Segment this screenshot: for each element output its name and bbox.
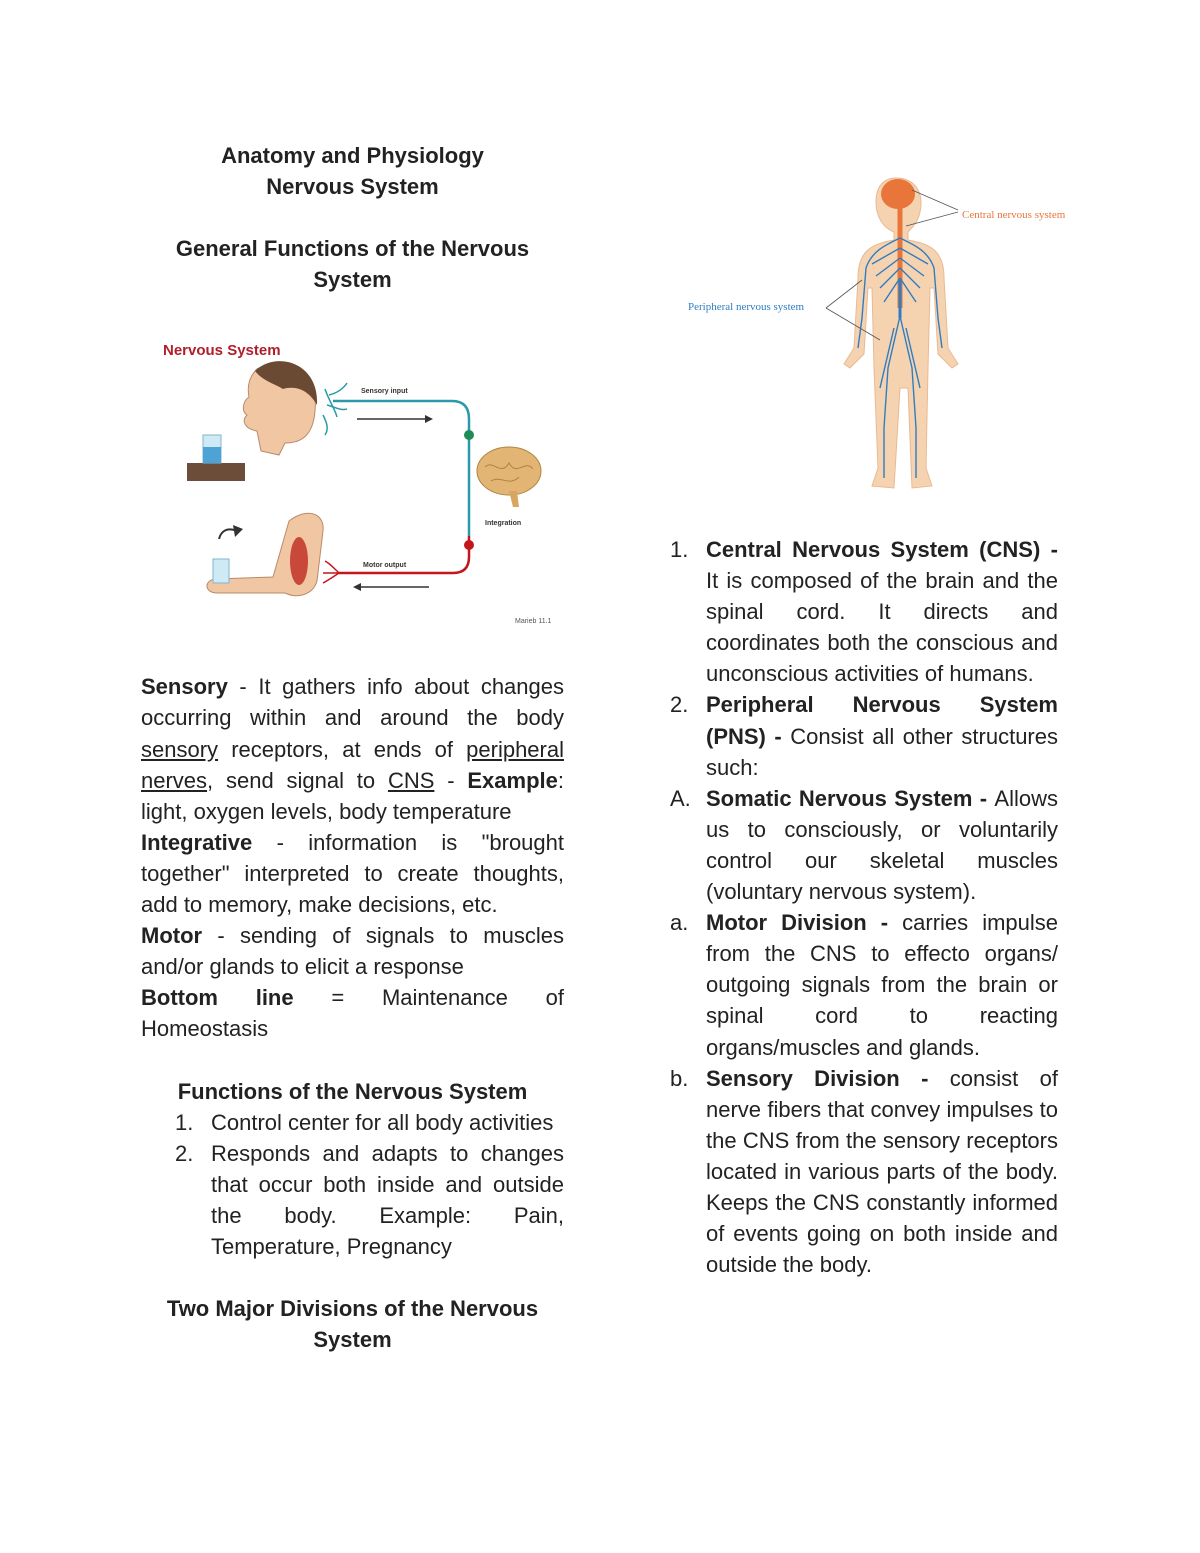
document-subtitle: Nervous System xyxy=(266,174,439,200)
glass-on-table-illustration xyxy=(187,435,245,481)
motor-output-label: Motor output xyxy=(363,562,407,570)
document-title: Anatomy and Physiology xyxy=(221,143,484,168)
peripheral-nerves-link: peripheral nerves xyxy=(141,736,564,793)
division-item-motor: a. Motor Division - carries impulse from the CNS to effecto organs/ outgoing signals from the brain or spinal cord to reacting organs/muscles and glands. xyxy=(670,910,1059,1060)
section-heading-general-functions: General Functions of the Nervous System xyxy=(175,236,530,293)
cns-link: CNS xyxy=(387,767,435,793)
sensory-function-paragraph: Sensory - It gathers info about changes occurring within and around the body sensory receptors, at ends of peripheral nerves, send signal to CNS - Example: light, oxygen levels, body temperature xyxy=(141,674,564,824)
functions-list xyxy=(141,1107,564,1262)
list-marker: 1. xyxy=(175,1109,194,1135)
nervous-system-loop-figure xyxy=(157,331,557,641)
somatic-term: Somatic Nervous System xyxy=(706,785,973,811)
sensory-term: Sensory xyxy=(141,674,228,700)
sensory-division-term: Sensory Division xyxy=(706,1065,900,1091)
sensory-input-label: Sensory input xyxy=(361,388,408,396)
bottom-line-term: Bottom line xyxy=(141,985,294,1011)
motor-output-path xyxy=(323,536,474,591)
integrative-term: Integrative xyxy=(141,829,253,855)
bottom-line-paragraph: Bottom line = Maintenance of Homeostasis xyxy=(141,985,564,1042)
division-item-pns: 2. Peripheral Nervous System (PNS) - Consist all other structures such: xyxy=(670,692,1058,780)
head-illustration xyxy=(243,362,317,456)
arm-illustration xyxy=(207,514,323,596)
section-heading-functions: Functions of the Nervous System xyxy=(177,1078,528,1104)
division-item-cns: 1. Central Nervous System (CNS) - It is composed of the brain and the spinal cord. It directs and coordinates both the conscious and unconscious activities of humans. xyxy=(670,537,1058,687)
figure-credit: Marieb 11.1 xyxy=(515,618,552,626)
list-item-text: Responds and adapts to changes that occur both inside and outside the body. Example: Pain, Temperature, Pregnancy xyxy=(211,1140,564,1259)
brain-illustration xyxy=(477,447,541,527)
motor-division-term: Motor Division xyxy=(706,910,867,936)
cns-callout xyxy=(906,190,1066,226)
motor-function-paragraph: Motor - sending of signals to muscles and/or glands to elicit a response xyxy=(141,923,564,980)
division-item-somatic: A. Somatic Nervous System - Allows us to consciously, or voluntarily control our skeletal muscles (voluntary nervous system). xyxy=(670,785,1058,905)
cns-term: Central Nervous System (CNS) xyxy=(706,537,1041,562)
pns-term: Peripheral Nervous System (PNS) xyxy=(706,692,1058,749)
right-column xyxy=(670,168,1066,1280)
division-item-sensory: b. Sensory Division - consist of nerve fibers that convey impulses to the CNS from the sensory receptors located in various parts of the body. Keeps the CNS constantly informed of events going on both inside and outside the body. xyxy=(670,1065,1058,1278)
sensory-input-path xyxy=(323,383,474,536)
cns-figure-label: Central nervous system xyxy=(962,209,1066,221)
integration-label: Integration xyxy=(485,520,522,528)
left-column xyxy=(141,140,564,1355)
motor-term: Motor xyxy=(141,923,203,949)
section-heading-two-divisions: Two Major Divisions of the Nervous System xyxy=(166,1296,539,1353)
brain-cns xyxy=(881,179,915,209)
example-term: Example xyxy=(467,767,558,793)
human-nervous-system-figure xyxy=(676,168,1086,498)
list-item xyxy=(175,1138,564,1262)
list-marker: 2. xyxy=(175,1140,194,1166)
pns-figure-label: Peripheral nervous system xyxy=(688,301,805,313)
pns-callout xyxy=(688,280,880,340)
sensory-link: sensory xyxy=(141,736,219,762)
list-item-text: Control center for all body activities xyxy=(211,1109,554,1135)
list-item xyxy=(175,1107,564,1138)
figure-title: Nervous System xyxy=(163,342,281,360)
integrative-function-paragraph: Integrative - information is "brought together" interpreted to create thoughts, add to memory, make decisions, etc. xyxy=(141,829,564,918)
